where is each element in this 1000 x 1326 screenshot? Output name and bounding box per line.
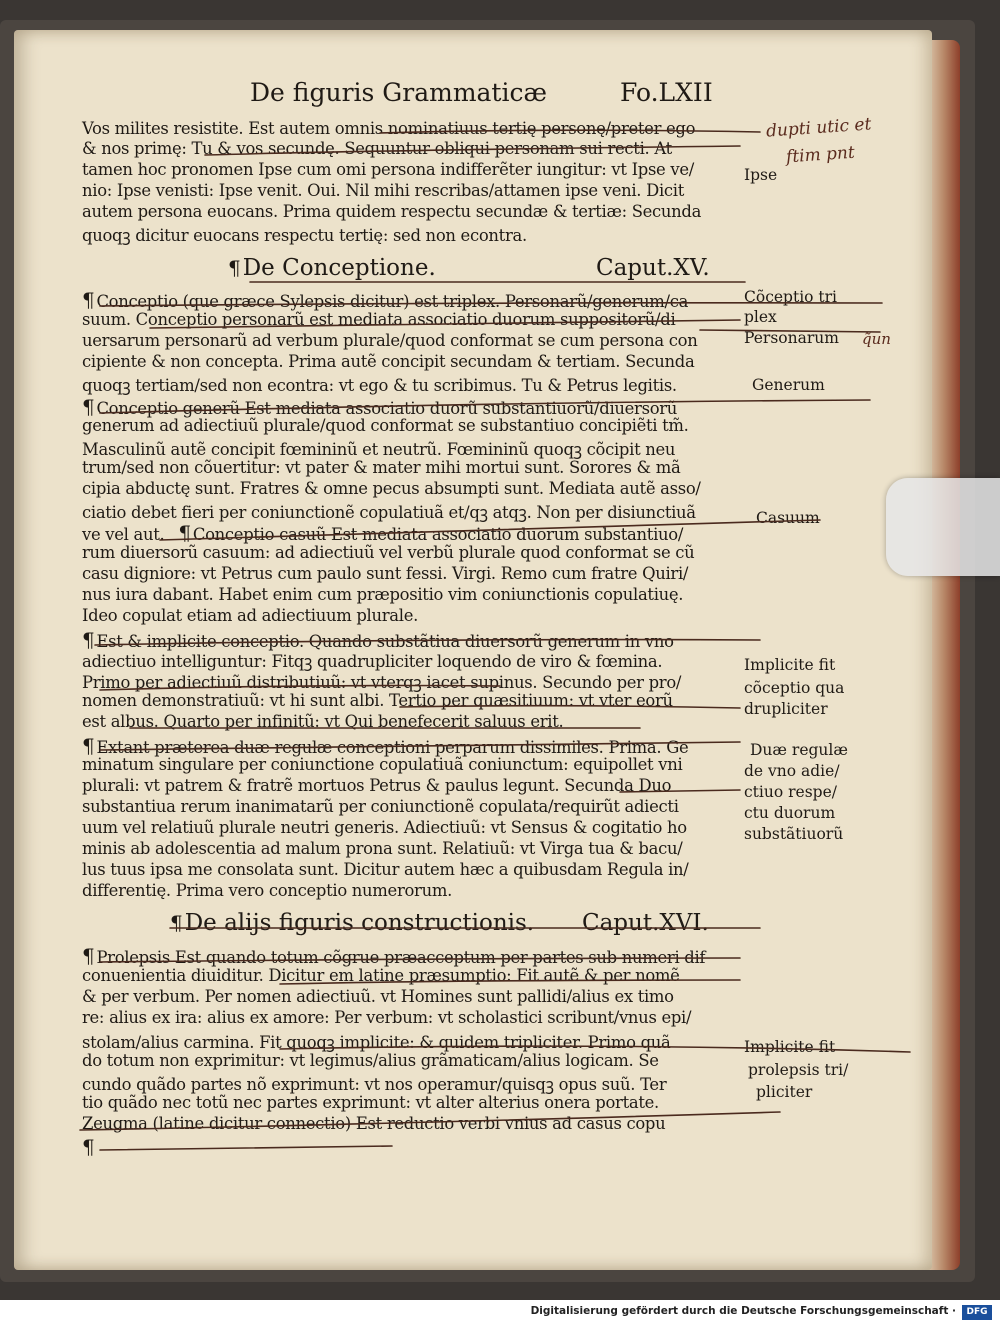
margin-note: Generum xyxy=(752,376,825,394)
text-line: Ideo copulat etiam ad adiectiuum plurale. xyxy=(82,606,419,625)
text-line: suum. Conceptio personarũ est mediata associatio duorum suppositorũ/di xyxy=(82,310,676,329)
text-line: stolam/alius carmina. Fit quoqꝫ implicite: & quidem tripliciter. Primo quã xyxy=(82,1033,671,1052)
text-line: & per verbum. Per nomen adiectiuũ. vt Homines sunt pallidi/alius ex timo xyxy=(82,987,674,1006)
pilcrow-icon: ¶ xyxy=(82,288,95,312)
funding-note: Digitalisierung gefördert durch die Deutsche Forschungsgemeinschaft · xyxy=(530,1305,956,1317)
text-line: rum diuersorũ casuum: ad adiectiuũ vel verbũ plurale quod conformat se cũ xyxy=(82,543,695,562)
text-line: cipiente & non concepta. Prima autẽ concipit secundam & tertiam. Secunda xyxy=(82,352,695,371)
underline xyxy=(150,320,740,328)
footer-bar xyxy=(0,1300,1000,1326)
text-line: ¶ Conceptio (que græce Sylepsis dicitur) est triplex. Personarũ/generum/ca xyxy=(82,288,689,312)
heading-title: De alijs figuris constructionis. xyxy=(184,910,535,936)
margin-note: Duæ regulæ xyxy=(750,741,848,759)
margin-note: Ipse xyxy=(744,166,778,184)
running-title: De figuris Grammaticæ xyxy=(250,78,547,107)
margin-note: Implicite fit xyxy=(744,656,836,674)
text-line: est albus. Quarto per infinitũ: vt Qui benefecerit saluus erit. xyxy=(82,712,564,731)
text-line: trum/sed non cõuertitur: vt pater & mater mihi mortui sunt. Sorores & mã xyxy=(82,458,681,477)
text-line: plurali: vt patrem & fratrẽ mortuos Petrus & paulus legunt. Secunda Duo xyxy=(82,776,672,795)
text-line: nio: Ipse venisti: Ipse venit. Oui. Nil mihi rescribas/attamen ipse veni. Dicit xyxy=(82,181,685,200)
text-line: ve vel aut. ¶ Conceptio casuũ Est mediata associatio duorum substantiuo/ xyxy=(82,521,684,545)
text-line: tamen hoc pronomen Ipse cum omi persona indifferẽter iungitur: vt Ipse ve/ xyxy=(82,160,694,179)
underline xyxy=(100,686,500,691)
text-line: quoqꝫ tertiam/sed non econtra: vt ego & tu scribimus. Tu & Petrus legitis. xyxy=(82,376,677,395)
margin-note: ctiuo respe/ xyxy=(744,783,837,801)
margin-note: plex xyxy=(744,308,777,326)
dfg-logo: DFG xyxy=(962,1305,992,1320)
underline xyxy=(100,303,882,306)
text-line: ¶ Est & implicite conceptio. Quando substãtiua diuersorũ generum in vno xyxy=(82,628,674,652)
text-line: tio quãdo nec totũ nec partes exprimunt: vt alter alterius onera portate. xyxy=(82,1093,659,1112)
text-line: nomen demonstratiuũ: vt hi sunt albi. Tertio per quæsitiuum: vt vter eorũ xyxy=(82,691,673,710)
margin-note: Personarum xyxy=(744,329,839,347)
folio-number: Fo.LXII xyxy=(620,78,713,107)
margin-note: prolepsis tri/ xyxy=(748,1061,849,1079)
handwritten-note: q̃un xyxy=(862,330,891,348)
margin-note: ctu duorum xyxy=(744,804,836,822)
text-line: Zeugma (latine dicitur connectio) Est reductio verbi vnius ad casus copu xyxy=(82,1114,666,1133)
pilcrow-icon: ¶ xyxy=(82,395,95,419)
text-line: minis ab adolescentia ad malum prona sunt. Relatiuũ: vt Virga tua & bacu/ xyxy=(82,839,683,858)
text-line: & nos primę: Tu & vos secundę. Sequuntur obliqui personam sui recti. At xyxy=(82,139,672,158)
underline xyxy=(100,742,740,750)
underline xyxy=(100,1146,392,1150)
text-line: lus tuus ipsa me consolata sunt. Dicitur autem hæc a quibusdam Regula in/ xyxy=(82,860,689,879)
handwritten-note: ftim pnt xyxy=(785,142,856,168)
handwritten-note: dupti utic et xyxy=(765,114,872,142)
pilcrow-icon: ¶ xyxy=(82,734,95,758)
text-line: minatum singulare per coniunctione copulatiuã coniunctum: equipollet vni xyxy=(82,755,683,774)
text-line: cundo quãdo partes nõ exprimunt: vt nos operamur/quisqꝫ opus suũ. Ter xyxy=(82,1075,667,1094)
text-line: Masculinũ autẽ concipit fœmininũ et neutrũ. Fœmininũ quoqꝫ cõcipit neu xyxy=(82,440,676,459)
text-line: ¶ Extant præterea duæ regulæ conceptioni perparum dissimiles. Prima. Ge xyxy=(82,734,689,758)
text-line: autem persona euocans. Prima quidem respectu secundæ & tertiæ: Secunda xyxy=(82,202,702,221)
underline xyxy=(700,330,880,332)
margin-note: Casuum xyxy=(756,509,820,527)
text-line: quoqꝫ dicitur euocans respectu tertię: sed non econtra. xyxy=(82,226,527,245)
pilcrow-icon: ¶ xyxy=(170,911,183,935)
heading-title: De Conceptione. xyxy=(242,255,436,281)
text-line: casu digniore: vt Petrus cum paulo sunt fessi. Virgi. Remo cum fratre Quiri/ xyxy=(82,564,689,583)
underline xyxy=(160,520,820,540)
chapter-number-16: Caput.XVI. xyxy=(582,910,709,936)
margin-note: Cõceptio tri xyxy=(744,288,838,306)
pilcrow-icon: ¶ xyxy=(82,944,95,968)
text-line: cipia abductę sunt. Fratres & omne pecus absumpti sunt. Mediata autẽ asso/ xyxy=(82,479,701,498)
underline xyxy=(280,1046,910,1052)
underline xyxy=(280,980,740,984)
text-line: Primo per adiectiuũ distributiuũ: vt vterqꝫ iacet supinus. Secundo per pro/ xyxy=(82,673,682,692)
text-line: differentię. Prima vero conceptio numerorum. xyxy=(82,881,452,900)
text-line: uum vel relatiuũ plurale neutri generis. Adiectiuũ: vt Sensus & cogitatio ho xyxy=(82,818,687,837)
margin-note: cõceptio qua xyxy=(744,679,845,697)
pilcrow-icon: ¶ xyxy=(82,628,95,652)
text-line: substantiua rerum inanimatarũ per coniunctionẽ copulata/requirũt adiecti xyxy=(82,797,679,816)
underline xyxy=(95,640,760,645)
text-line: do totum non exprimitur: vt legimus/alius grãmaticam/alius logicam. Se xyxy=(82,1051,659,1070)
margin-note: Implicite fit xyxy=(744,1038,836,1056)
underline xyxy=(100,958,740,962)
text-line: uersarum personarũ ad verbum plurale/quod conformat se cum persona con xyxy=(82,331,698,350)
pilcrow-icon: ¶ xyxy=(178,521,191,545)
underline xyxy=(80,1112,780,1130)
text-line: Vos milites resistite. Est autem omnis nominatiuus tertię personę/preter ego xyxy=(82,119,696,138)
underline xyxy=(620,790,740,792)
text-line: adiectiuo intelliguntur: Fitqꝫ quadrupliciter loquendo de viro & fœmina. xyxy=(82,652,663,671)
bookmark-tab xyxy=(886,478,1000,576)
underline xyxy=(205,146,740,155)
margin-note: pliciter xyxy=(756,1083,813,1101)
underline xyxy=(400,706,740,708)
text-line: generum ad adiectiuũ plurale/quod conformat se substantiuo concipiẽti tm̃. xyxy=(82,416,689,435)
text-line: nus iura dabant. Habet enim cum præpositio vim coniunctionis copulatiuę. xyxy=(82,585,684,604)
text-line: re: alius ex ira: alius ex amore: Per verbum: vt scholastici scribunt/vnus epi/ xyxy=(82,1008,692,1027)
text-line: conuenientia diuiditur. Dicitur em latine præsumptio: Fit autẽ & per nomẽ xyxy=(82,966,680,985)
text-line: ciatio debet fieri per coniunctionẽ copulatiuã et/qꝫ atqꝫ. Non per disiunctiuã xyxy=(82,503,696,522)
margin-note: substãtiuorũ xyxy=(744,825,844,843)
underline xyxy=(100,400,870,413)
margin-note: de vno adie/ xyxy=(744,762,840,780)
pilcrow-icon: ¶ xyxy=(228,256,241,280)
text-line: ¶ Conceptio generũ Est mediata associatio duorũ substantiuorũ/diuersorũ xyxy=(82,395,678,419)
margin-note: drupliciter xyxy=(744,700,828,718)
pilcrow-icon: ¶ xyxy=(82,1135,95,1159)
chapter-number-15: Caput.XV. xyxy=(596,255,710,281)
underline xyxy=(380,130,760,133)
text-line: ¶ Prolepsis Est quando totum cõgrue præacceptum per partes sub numeri dif xyxy=(82,944,706,968)
